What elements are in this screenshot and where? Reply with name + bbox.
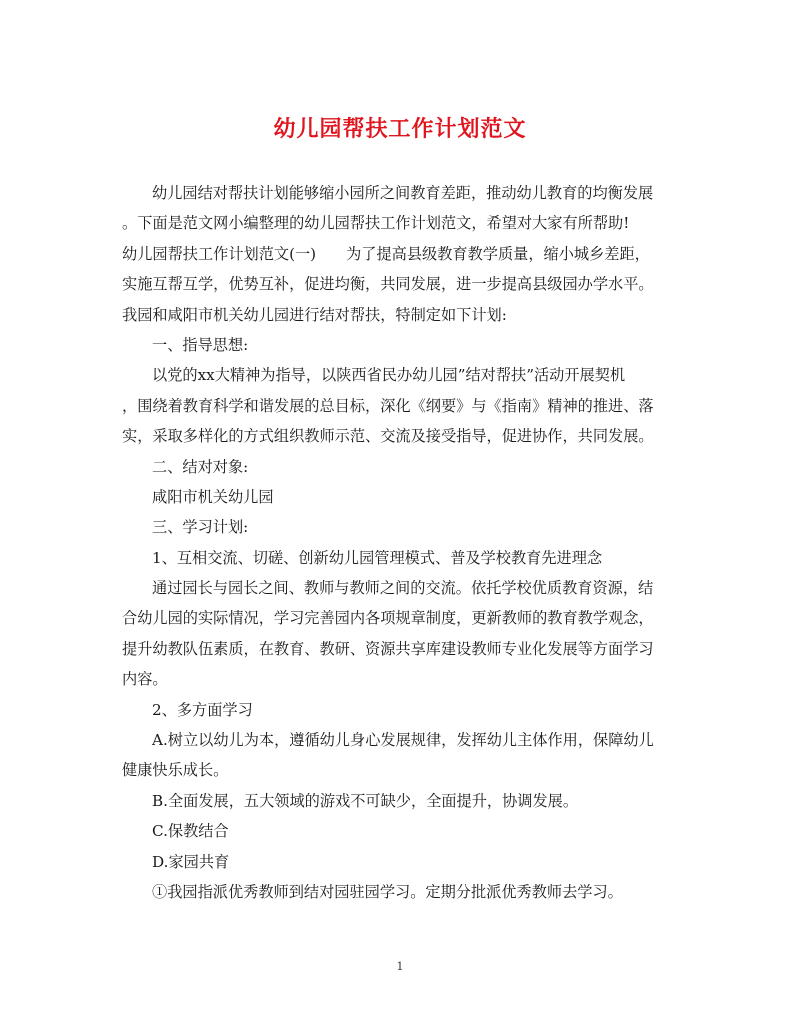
paragraph-line [122, 847, 682, 877]
paragraph-line [122, 603, 682, 633]
document-body [122, 178, 682, 907]
line-text: 健康快乐成长。 [122, 761, 229, 780]
line-text: 实施互帮互学，优势互补，促进均衡，共同发展，进一步提高县级园办学水平。 [122, 275, 654, 294]
line-text: ，围绕着教育科学和谐发展的总目标，深化《纲要》与《指南》精神的推进、落 [122, 396, 654, 415]
page-number: 1 [396, 960, 404, 973]
line-text: 合幼儿园的实际情况，学习完善园内各项规章制度，更新教师的教育教学观念， [122, 609, 654, 628]
paragraph-line [122, 695, 682, 725]
paragraph-line [122, 543, 682, 573]
paragraph-line [122, 360, 682, 390]
line-text: 2、多方面学习 [152, 700, 253, 719]
line-text: 实，采取多样化的方式组织教师示范、交流及接受指导，促进协作，共同发展。 [122, 427, 654, 446]
paragraph-line [122, 816, 682, 846]
line-text: 提升幼教队伍素质，在教育、教研、资源共享库建设教师专业化发展等方面学习 [122, 639, 654, 658]
paragraph-line [122, 725, 682, 755]
line-text: A.树立以幼儿为本，遵循幼儿身心发展规律，发挥幼儿主体作用，保障幼儿 [152, 731, 654, 750]
line-text: 幼儿园帮扶工作计划范文(一) [122, 244, 317, 263]
line-text: 通过园长与园长之间、教师与教师之间的交流。依托学校优质教育资源，结 [152, 579, 654, 598]
paragraph-line [122, 239, 682, 269]
paragraph-line [122, 634, 682, 664]
paragraph-line [122, 664, 682, 694]
paragraph-line [122, 573, 682, 603]
paragraph-line [122, 391, 682, 421]
line-text: B.全面发展，五大领域的游戏不可缺少，全面提升，协调发展。 [152, 791, 579, 810]
document-title: 幼儿园帮扶工作计划范文 [273, 117, 527, 142]
line-text: 以党的xx大精神为指导，以陕西省民办幼儿园”结对帮扶”活动开展契机 [152, 366, 626, 385]
line-text: D.家园共育 [152, 852, 230, 871]
line-text: 三、学习计划: [152, 518, 249, 537]
paragraph-line [122, 421, 682, 451]
paragraph-line [122, 269, 682, 299]
paragraph-line [122, 755, 682, 785]
paragraph-line [122, 208, 682, 238]
line-text: 我园和咸阳市机关幼儿园进行结对帮扶，特制定如下计划: [122, 305, 507, 324]
paragraph-line [122, 330, 682, 360]
line-text: 咸阳市机关幼儿园 [152, 487, 274, 506]
paragraph-line [122, 178, 682, 208]
line-text-continued: 为了提高县级教育教学质量，缩小城乡差距， [346, 244, 650, 263]
line-text: C.保教结合 [152, 822, 229, 841]
paragraph-line [122, 482, 682, 512]
paragraph-line [122, 300, 682, 330]
paragraph-line [122, 877, 682, 907]
line-text: 内容。 [122, 670, 168, 689]
paragraph-line [122, 512, 682, 542]
line-text: 。下面是范文网小编整理的幼儿园帮扶工作计划范文，希望对大家有所帮助! [122, 214, 630, 233]
line-text: 二、结对对象: [152, 457, 249, 476]
line-text: 幼儿园结对帮扶计划能够缩小园所之间教育差距，推动幼儿教育的均衡发展 [152, 184, 654, 202]
paragraph-line [122, 786, 682, 816]
paragraph-line [122, 452, 682, 482]
line-text: ①我园指派优秀教师到结对园驻园学习。定期分批派优秀教师去学习。 [152, 882, 623, 901]
line-text: 一、指导思想: [152, 335, 249, 354]
line-text: 1、互相交流、切磋、创新幼儿园管理模式、普及学校教育先进理念 [152, 548, 603, 567]
